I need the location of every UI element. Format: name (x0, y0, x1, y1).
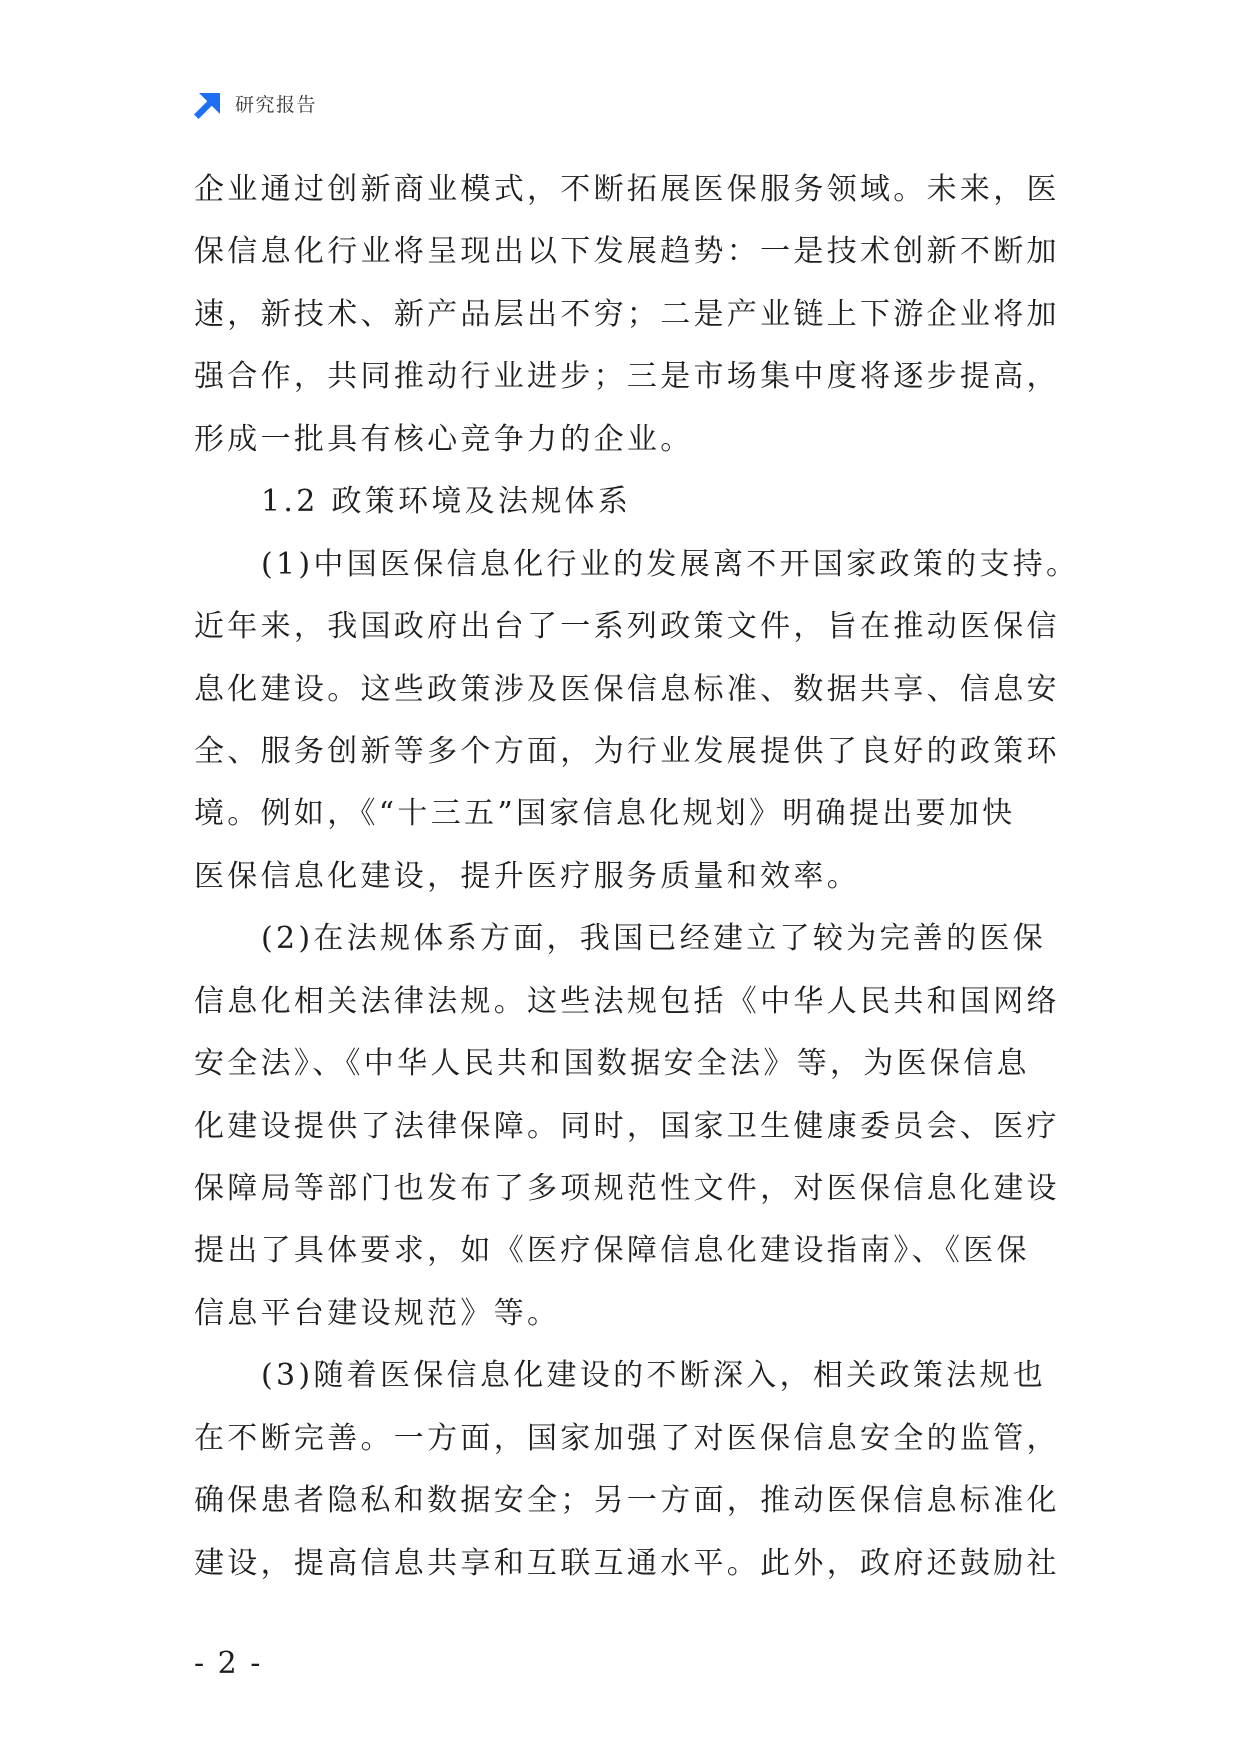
body-text-line: 全、服务创新等多个方面，为行业发展提供了良好的政策环 (194, 733, 1060, 769)
body-text-line: (1)中国医保信息化行业的发展离不开国家政策的支持。 (261, 546, 1080, 582)
document-body (194, 159, 1114, 1595)
paragraph-continuation (194, 159, 1114, 471)
body-text-line: 化建设提供了法律保障。同时，国家卫生健康委员会、医疗 (194, 1108, 1060, 1144)
body-text-line: 医保信息化建设，提升医疗服务质量和效率。 (194, 858, 860, 894)
body-text-line: 保信息化行业将呈现出以下发展趋势：一是技术创新不断加 (194, 234, 1060, 270)
body-text-line: 安全法》、《中华人民共和国数据安全法》等，为医保信息 (194, 1046, 1030, 1082)
body-text-line: 企业通过创新商业模式，不断拓展医保服务领域。未来，医 (194, 172, 1060, 207)
body-text-line: 建设，提高信息共享和互联互通水平。此外，政府还鼓励社 (194, 1545, 1060, 1581)
section-heading: 1.2 政策环境及法规体系 (261, 484, 632, 520)
body-text-line: 速，新技术、新产品层出不穷；二是产业链上下游企业将加 (194, 296, 1060, 332)
body-text-line: 强合作，共同推动行业进步；三是市场集中度将逐步提高， (194, 359, 1060, 395)
paragraph-1 (194, 534, 1114, 909)
body-text-line: 信息平台建设规范》等。 (194, 1295, 561, 1331)
body-text-line: (2)在法规体系方面，我国已经建立了较为完善的医保 (261, 921, 1046, 957)
body-text-line: 信息化相关法律法规。这些法规包括《中华人民共和国网络 (194, 983, 1060, 1019)
arrow-up-right-icon (192, 91, 222, 121)
body-text-line: 提出了具体要求，如《医疗保障信息化建设指南》、《医保 (194, 1233, 1030, 1269)
header-label: 研究报告 (235, 94, 318, 116)
body-text-line: 近年来，我国政府出台了一系列政策文件，旨在推动医保信 (194, 609, 1060, 645)
body-text-line: 境。例如，《“十三五”国家信息化规划》明确提出要加快 (194, 796, 1016, 832)
body-text-line: 在不断完善。一方面，国家加强了对医保信息安全的监管， (194, 1420, 1060, 1456)
body-text-line: 形成一批具有核心竞争力的企业。 (194, 421, 694, 457)
body-text-line: 保障局等部门也发布了多项规范性文件，对医保信息化建设 (194, 1171, 1060, 1206)
paragraph-2 (194, 908, 1114, 1345)
page-number: - 2 - (194, 1646, 263, 1681)
paragraph-3 (194, 1345, 1114, 1595)
page-footer (194, 1640, 262, 1688)
body-text-line: (3)随着医保信息化建设的不断深入，相关政策法规也 (261, 1358, 1046, 1394)
body-text-line: 确保患者隐私和数据安全；另一方面，推动医保信息标准化 (194, 1483, 1060, 1519)
page-header (192, 90, 317, 121)
body-text-line: 息化建设。这些政策涉及医保信息标准、数据共享、信息安 (194, 671, 1060, 707)
